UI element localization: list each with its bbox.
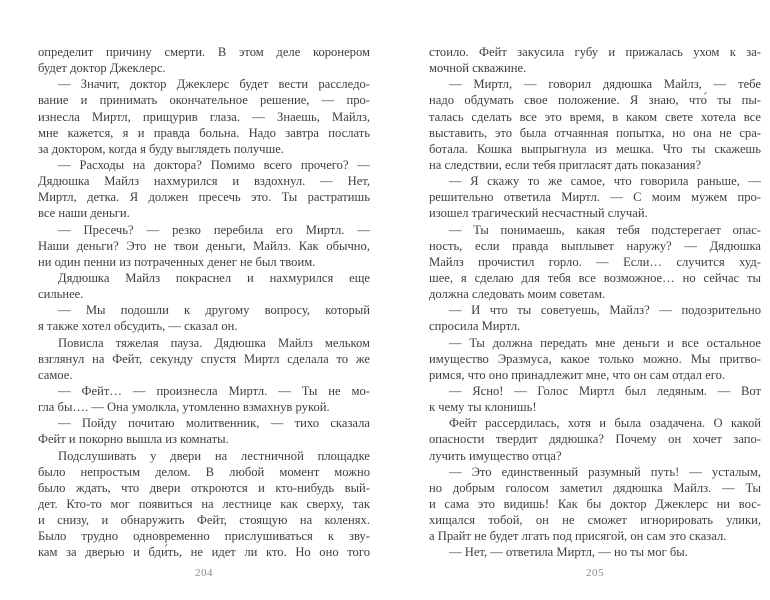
text-line: римся, что оно принадлежит мне, что он сам отдал его.	[429, 367, 726, 382]
text-line: решительно ответила Миртл. — С моим мужем про-	[429, 190, 761, 205]
text-line: Майлз прочистил горло. — Если… случится худ-	[429, 254, 761, 269]
text-line: было ждать, что двери откроются и кто-нибудь вый-	[38, 480, 370, 495]
text-line: было непростым делом. В любой момент можно	[38, 464, 370, 479]
text-line: опасности твердит дядюшка? Почему он хочет запо-	[429, 432, 761, 447]
text-line: — Ты должна передать мне деньги и все остальное	[449, 335, 761, 350]
page-body-right	[429, 44, 761, 561]
text-line: мочной скважине.	[429, 61, 527, 76]
text-line: имущество Эразмуса, какое только можно. Мы притво-	[429, 351, 761, 366]
text-line: Было трудно одновременно прислушиваться к зву-	[38, 529, 370, 544]
text-line: — Пойду почитаю молитвенник, — тихо сказала	[58, 416, 370, 431]
text-line: гла бы…. — Она умолкла, утомленно взмахнув рукой.	[38, 400, 330, 415]
text-line: лучить имущество отца?	[429, 448, 562, 463]
text-line: должна следовать моим советам.	[429, 287, 606, 302]
text-line: ность, если правда выплывет наружу? — Дядюшка	[429, 238, 761, 253]
text-line: — Значит, доктор Джеклерс будет вести расследо-	[58, 77, 370, 92]
text-line: Дядюшка Майлз покраснел и нахмурился еще	[58, 270, 370, 285]
text-line: за доктором, когда я буду выглядеть получше.	[38, 141, 284, 156]
text-line: сильнее.	[38, 287, 84, 302]
text-line: определит причину смерти. В этом деле коронером	[38, 45, 370, 59]
text-line: Миртл, детка. Я должен пресечь это. Ты растратишь	[38, 190, 370, 205]
text-line: но добрым голосом заметил дядюшка Майлз. — Ты	[429, 480, 761, 495]
text-line: Повисла тяжелая пауза. Дядюшка Майлз мельком	[58, 335, 370, 350]
text-line: шее, я сделаю для тебя все возможное… но сейчас ты	[429, 270, 761, 285]
text-line: — Это единственный разумный путь! — усталым,	[449, 464, 761, 479]
text-line: — Пресечь? — резко перебила его Миртл. —	[58, 222, 370, 237]
text-line: спросила Миртл.	[429, 319, 521, 334]
text-line: — Ты понимаешь, какая тебя подстерегает опас-	[449, 222, 761, 237]
text-line: стоило. Фейт закусила губу и прижалась ухом к за-	[429, 45, 761, 59]
text-line: изнесла Миртл, прищурив глаза. — Знаешь, Майлз,	[38, 109, 370, 124]
text-line: Дядюшка Майлз нахмурился и вздохнул. — Нет,	[38, 174, 370, 189]
text-line: — Нет, — ответила Миртл, — но ты мог бы.	[449, 545, 688, 560]
page-number-right: 205	[586, 567, 604, 579]
text-line: Подслушивать у двери на лестничной площадке	[58, 448, 370, 463]
text-line: вание и принимать окончательное решение, — про-	[38, 93, 370, 108]
text-line: ни один пенни из потраченных денег не был твоим.	[38, 254, 316, 269]
text-line: талась сделать все это время, в каком свете хотела все	[429, 109, 761, 124]
text-line: — Я скажу то же самое, что говорила раньше, —	[449, 174, 761, 189]
text-line: будет доктор Джеклерс.	[38, 61, 166, 76]
text-line: — Мы подошли к другому вопросу, который	[58, 303, 370, 318]
text-line: все наши деньги.	[38, 206, 130, 221]
text-line: кам за дверью и бди́ть, не идет ли кто. Но оно того	[38, 545, 370, 560]
text-line: и сама это видишь! Как бы доктор Джеклерс ни вос-	[429, 496, 761, 511]
text-line: надо обдумать свое положение. Я знаю, что́ ты пы-	[429, 93, 761, 108]
text-line: мне кажется, я и правда больна. Надо завтра послать	[38, 125, 370, 140]
text-line: изошел трагический несчастный случай.	[429, 206, 648, 221]
text-line: хищался тобой, он не сможет игнорировать улики,	[429, 513, 761, 528]
text-line: а Прайт не будет лгать под присягой, он сам это сказал.	[429, 529, 727, 544]
text-line: — Фейт… — произнесла Миртл. — Ты не мо-	[58, 383, 370, 398]
text-line: — Миртл, — говорил дядюшка Майлз, — тебе	[449, 77, 761, 92]
text-line: — Ясно! — Голос Миртл был ледяным. — Вот	[449, 383, 761, 398]
text-line: Фейт рассердилась, хотя и была озадачена. О какой	[449, 416, 761, 431]
text-line: взглянул на Фейт, секунду спустя Миртл сделала то же	[38, 351, 370, 366]
text-line: на следствии, если тебя пригласят дать показания?	[429, 157, 702, 172]
page-number-left: 204	[195, 567, 213, 579]
text-line: и снизу, и обнаружить Фейт, стоящую на коленях.	[38, 513, 370, 528]
text-line: — И что ты советуешь, Майлз? — подозрительно	[449, 303, 761, 318]
text-line: самое.	[38, 367, 73, 382]
text-line: ботала. Кошка выпрыгнула из мешка. Что ты скажешь	[429, 141, 761, 156]
text-line: я также хотел обсудить, — сказал он.	[38, 319, 238, 334]
text-line: выставить, это была отчаянная попытка, но она не сра-	[429, 125, 761, 140]
text-line: Наши деньги? Это не твои деньги, Майлз. Как обычно,	[38, 238, 370, 253]
text-line: — Расходы на доктора? Помимо всего прочего? —	[58, 157, 370, 172]
text-line: к чему ты клонишь!	[429, 400, 537, 415]
page-body-left	[38, 44, 370, 561]
text-line: Фейт и покорно вышла из комнаты.	[38, 432, 229, 447]
text-line: дет. Кто-то мог появиться на лестнице как сверху, так	[38, 496, 370, 511]
